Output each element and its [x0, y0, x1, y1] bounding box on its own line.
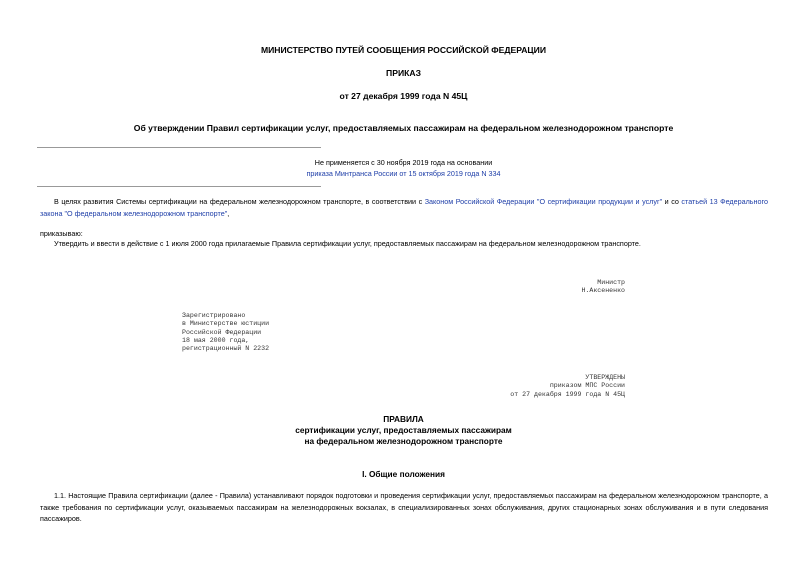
signature-block — [563, 279, 625, 296]
doc-subject: Об утверждении Правил сертификации услуг, предоставляемых пассажирам на федеральном железнодорожном транспорте — [133, 123, 674, 133]
signature-name: Н.Аксененко — [581, 287, 625, 295]
rules-title: ПРАВИЛА сертификации услуг, предоставляемых пассажирам на федеральном железнодорожном транспорте — [295, 414, 512, 446]
ministry-heading: МИНИСТЕРСТВО ПУТЕЙ СООБЩЕНИЯ РОССИЙСКОЙ ФЕДЕРАЦИИ — [260, 45, 547, 55]
registration-block: Зарегистрировано в Министерстве юстиции Российской Федерации 18 мая 2000 года, регистрационный N 2232 — [182, 312, 270, 353]
doc-date-number: от 27 декабря 1999 года N 45Ц — [339, 91, 468, 101]
law-railway-transport-link[interactable]: статьей 13 Федерального закона "О федеральном железнодорожном транспорте" — [40, 197, 768, 218]
section-paragraph-1-1: 1.1. Настоящие Правила сертификации (далее - Правила) устанавливают порядок подготовки и проведения сертификации услуг, предоставляемых пассажирам на федеральном железнодорожном транспорте, а также требования по сертификации услуг, оказываемых пассажирам на железнодорожных вокзалах, в специализированных зонах обслуживания, других стационарных зонах обслуживания и в пути следования пассажиров. — [40, 491, 768, 523]
approval-block: УТВЕРЖДЕНЫ приказом МПС России от 27 декабря 1999 года N 45Ц — [510, 374, 625, 398]
divider-top — [37, 147, 321, 148]
status-note-link[interactable]: приказа Минтранса России от 15 октября 2019 года N 334 — [306, 169, 501, 178]
status-note-text: Не применяется с 30 ноября 2019 года на основании — [314, 158, 493, 167]
section-heading: I. Общие положения — [362, 469, 445, 479]
order-paragraph: Утвердить и ввести в действие с 1 июля 2000 года прилагаемые Правила сертификации услуг, предоставляемых пассажирам на федеральном железнодорожном транспорте. — [54, 239, 641, 248]
doc-type-heading: ПРИКАЗ — [386, 68, 421, 78]
divider-bottom — [37, 186, 321, 187]
law-certification-link[interactable]: Законом Российской Федерации "О сертификации продукции и услуг" — [424, 197, 663, 206]
signature-position: Министр — [597, 279, 625, 286]
preamble-paragraph: В целях развития Системы сертификации на федеральном железнодорожном транспорте, в соответствии с Законом Российской Федерации "О сертификации продукции и услуг" и со статьей 13 Федерального закона "О федеральном железнодорожном транспорте", — [40, 197, 768, 218]
order-word: приказываю: — [40, 229, 83, 238]
